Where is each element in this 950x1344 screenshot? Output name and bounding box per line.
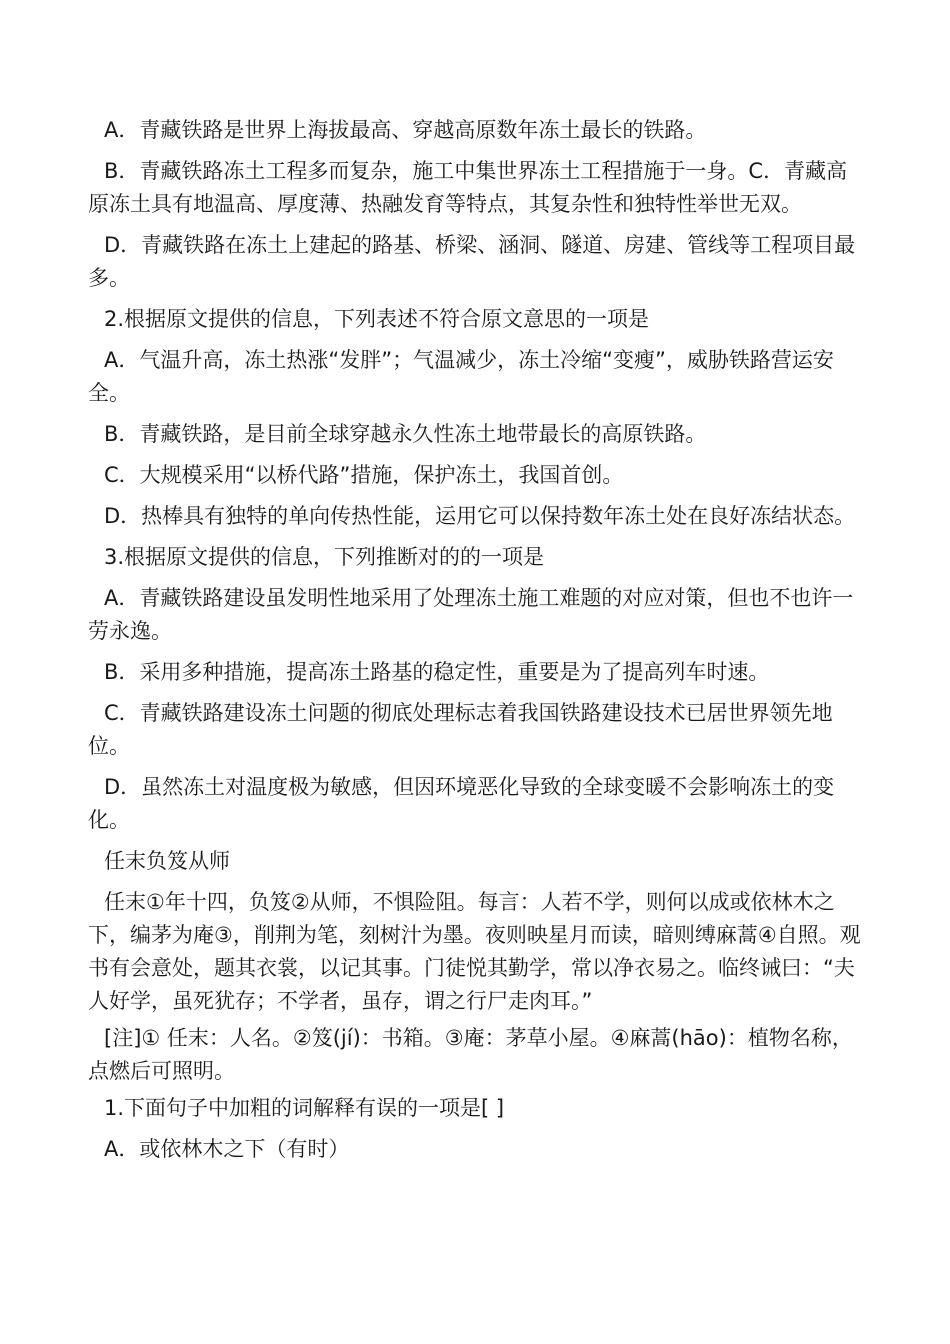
passage-text: 任末①年十四，负笈②从师，不惧险阻。每言：人若不学，则何以成或依林木之下，编茅为庵③，削荆为笔，刻树汁为墨。夜则映星月而读，暗则缚麻蒿④自照。观书有会意处，题其衣裳，以记其事。门徒悦其勤学，常以净衣易之。临终诫曰：“夫人好学，虽死犹存；不学者，虽存，谓之行尸走肉耳。” xyxy=(88,890,861,1013)
option-a-classical: A．或依林木之下（有时） xyxy=(104,1137,350,1161)
option-a-q1: A．青藏铁路是世界上海拔最高、穿越高原数年冻土最长的铁路。 xyxy=(104,118,707,142)
option-a-q2: A．气温升高，冻土热涨“发胖”；气温减少，冻土冷缩“变瘦”，威胁铁路营运安全。 xyxy=(88,348,834,405)
option-c-q2: C．大规模采用“以桥代路”措施，保护冻土，我国首创。 xyxy=(104,463,624,487)
document-body xyxy=(88,114,863,1174)
option-b-q3: B．采用多种措施，提高冻土路基的稳定性，重要是为了提高列车时速。 xyxy=(104,660,770,684)
option-d-q1: D．青藏铁路在冻土上建起的路基、桥梁、涵洞、隧道、房建、管线等工程项目最多。 xyxy=(88,233,856,290)
option-c-q3: C．青藏铁路建设冻土问题的彻底处理标志着我国铁路建设技术已居世界领先地位。 xyxy=(88,701,833,758)
passage-title: 任末负笈从师 xyxy=(104,849,230,873)
passage-notes: [注]① 任末：人名。②笈(jí)：书箱。③庵：茅草小屋。④麻蒿(hāo)：植物名称，点燃后可照明。 xyxy=(88,1026,853,1083)
option-b-c-q1: B．青藏铁路冻土工程多而复杂，施工中集世界冻土工程措施于一身。C．青藏高原冻土具有地温高、厚度薄、热融发育等特点，其复杂性和独特性举世无双。 xyxy=(88,159,848,216)
option-d-q2: D．热棒具有独特的单向传热性能，运用它可以保持数年冻土处在良好冻结状态。 xyxy=(104,504,856,528)
question-3: 3.根据原文提供的信息，下列推断对的的一项是 xyxy=(104,545,545,569)
option-b-q2: B．青藏铁路，是目前全球穿越永久性冻土地带最长的高原铁路。 xyxy=(104,422,707,446)
question-2: 2.根据原文提供的信息，下列表述不符合原文意思的一项是 xyxy=(104,307,650,331)
option-d-q3: D．虽然冻土对温度极为敏感，但因环境恶化导致的全球变暖不会影响冻土的变化。 xyxy=(88,775,835,832)
option-a-q3: A．青藏铁路建设虽发明性地采用了处理冻土施工难题的对应对策，但也不也许一劳永逸。 xyxy=(88,586,854,643)
question-1-classical: 1.下面句子中加粗的词解释有误的一项是[ ] xyxy=(104,1096,505,1120)
